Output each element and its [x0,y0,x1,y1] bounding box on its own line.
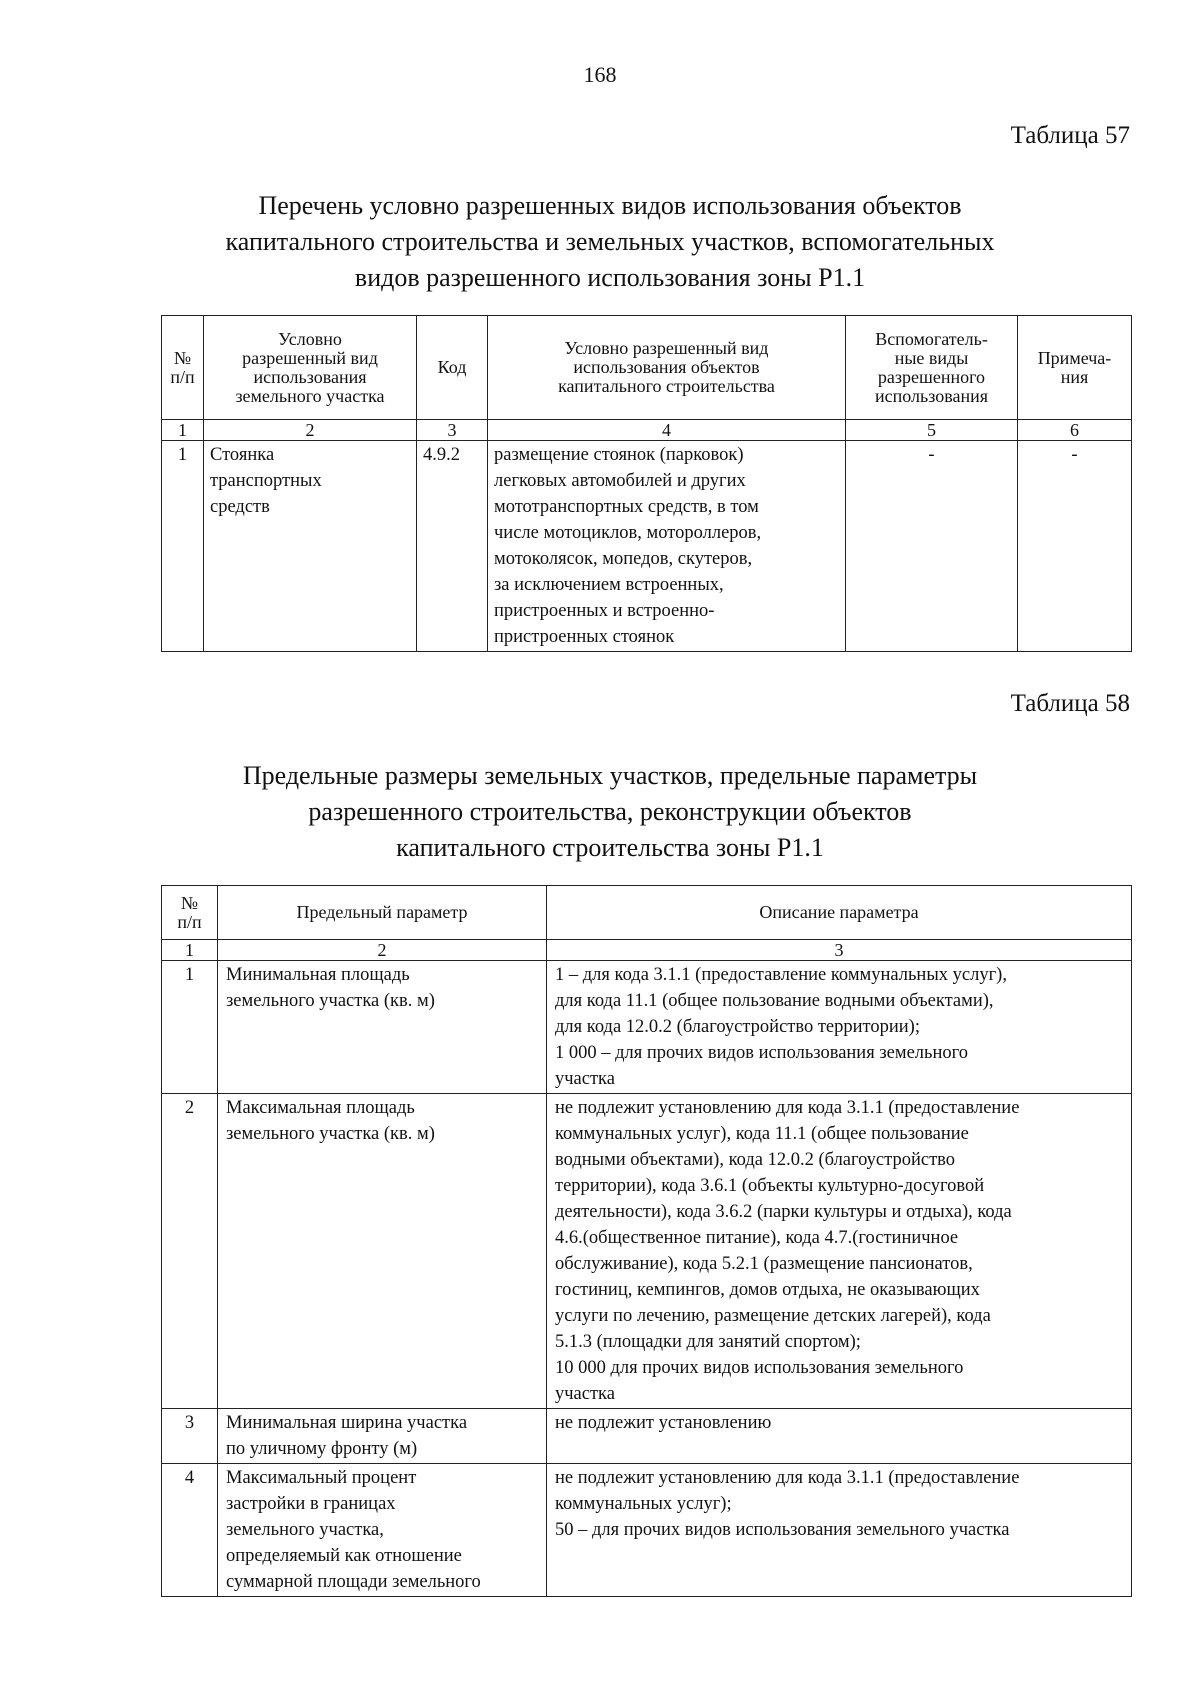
column-number-row [162,940,1132,961]
table-58-title [160,758,1060,866]
row-number: 1 [162,961,218,1094]
title-line: капитального строительства и земельных участков, вспомогательных [225,227,995,256]
title-line: Предельные размеры земельных участков, предельные параметры [242,761,978,790]
table-row [162,441,1132,652]
header-code: Код [417,316,488,420]
use-code: 4.9.2 [417,441,488,652]
col-number: 3 [417,420,488,441]
table-row [162,1409,1132,1464]
table-row [162,1094,1132,1409]
use-description: размещение стоянок (парковок) легковых автомобилей и других мототранспортных средств, в том числе мотоциклов, мотороллеров, мотоколясок, мопедов, скутеров, за исключением встроенных, пристроенных и встроенно- пристроенных стоянок [488,441,846,652]
parameter-description: не подлежит установлению для кода 3.1.1 (предоставление коммунальных услуг), кода 11.1 (общее пользование водными объектами), кода 12.0.2 (благоустройство территории), кода 3.6.1 (объекты культурно-досуговой деятельности), кода 3.6.2 (парки культуры и отдыха), кода 4.6.(общественное питание), кода 4.7.(гостиничное обслуживание), кода 5.2.1 (размещение пансионатов, гостиниц, кемпингов, домов отдыха, не оказывающих услуги по лечению, размещение детских лагерей), кода 5.1.3 (площадки для занятий спортом); 10 000 для прочих видов использования земельного участка [547,1094,1132,1409]
header-notes: Примеча- ния [1018,316,1132,420]
header-construction-use-type: Условно разрешенный вид использования объектов капитального строительства [488,316,846,420]
col-number: 6 [1018,420,1132,441]
parameter-description: не подлежит установлению для кода 3.1.1 (предоставление коммунальных услуг); 50 – для прочих видов использования земельного участка [547,1464,1132,1597]
col-number: 2 [204,420,417,441]
header-num: № п/п [162,316,204,420]
header-num: № п/п [162,886,218,940]
parameter-description: 1 – для кода 3.1.1 (предоставление коммунальных услуг), для кода 11.1 (общее пользование водными объектами), для кода 12.0.2 (благоустройство территории); 1 000 – для прочих видов использования земельного участка [547,961,1132,1094]
header-land-use-type: Условно разрешенный вид использования земельного участка [204,316,417,420]
col-number: 1 [162,420,204,441]
land-use-name: Стоянка транспортных средств [204,441,417,652]
notes-value: - [1018,441,1132,652]
table-header-row [162,316,1132,420]
parameter-name: Минимальная ширина участка по уличному фронту (м) [218,1409,547,1464]
col-number: 2 [218,940,547,961]
parameter-name: Максимальная площадь земельного участка (кв. м) [218,1094,547,1409]
title-line: капитального строительства зоны Р1.1 [396,833,824,862]
header-auxiliary-uses: Вспомогатель- ные виды разрешенного использования [846,316,1018,420]
col-number: 4 [488,420,846,441]
header-parameter: Предельный параметр [218,886,547,940]
row-number: 1 [162,441,204,652]
table-58-label: Таблица 58 [1010,690,1130,717]
row-number: 4 [162,1464,218,1597]
column-number-row [162,420,1132,441]
table-header-row [162,886,1132,940]
table-58 [161,885,1132,1597]
parameter-description: не подлежит установлению [547,1409,1132,1464]
row-number: 2 [162,1094,218,1409]
table-57-title [160,188,1060,296]
row-number: 3 [162,1409,218,1464]
auxiliary-uses-value: - [846,441,1018,652]
title-line: разрешенного строительства, реконструкции объектов [308,797,912,826]
col-number: 3 [547,940,1132,961]
title-line: видов разрешенного использования зоны Р1.1 [354,263,866,292]
table-57-label: Таблица 57 [1010,122,1130,149]
header-parameter-description: Описание параметра [547,886,1132,940]
title-line: Перечень условно разрешенных видов использования объектов [258,191,962,220]
table-row [162,961,1132,1094]
col-number: 1 [162,940,218,961]
page-number: 168 [583,62,617,87]
col-number: 5 [846,420,1018,441]
table-row [162,1464,1132,1597]
table-57 [161,315,1132,652]
parameter-name: Максимальный процент застройки в границах земельного участка, определяемый как отношение суммарной площади земельного [218,1464,547,1597]
parameter-name: Минимальная площадь земельного участка (кв. м) [218,961,547,1094]
